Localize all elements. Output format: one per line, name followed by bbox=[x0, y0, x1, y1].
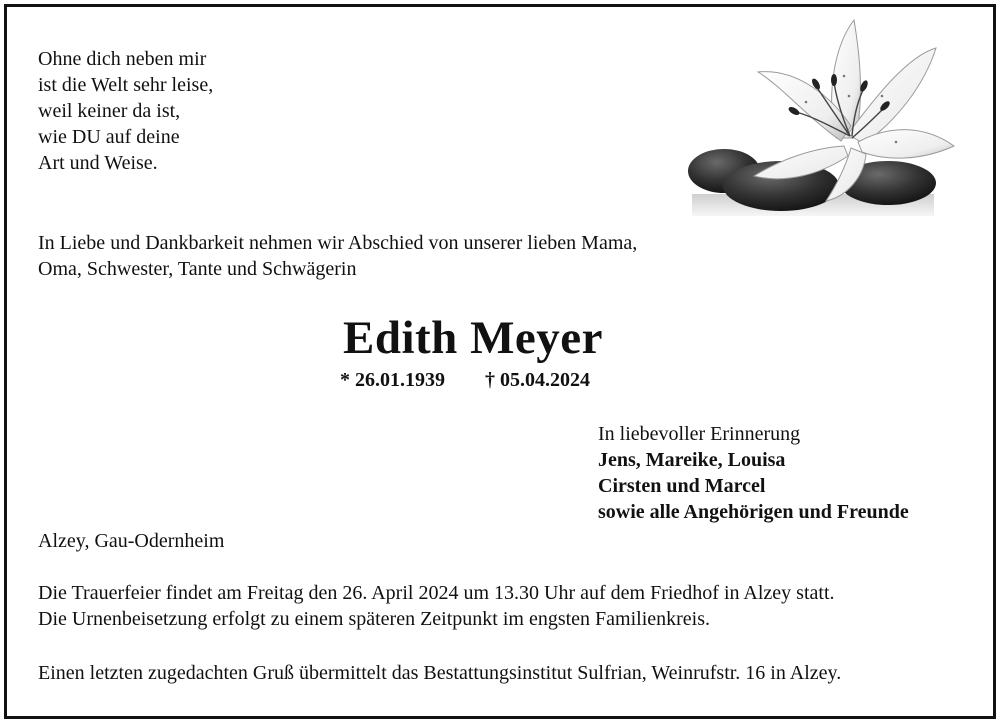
family-names-line: Cirsten und Marcel bbox=[598, 475, 766, 497]
deceased-name: Edith Meyer bbox=[342, 312, 604, 364]
death-date: † 05.04.2024 bbox=[485, 369, 590, 391]
place-line: Alzey, Gau-Odernheim bbox=[38, 530, 225, 552]
lily-on-stones-icon bbox=[686, 16, 958, 218]
service-info bbox=[38, 580, 835, 632]
poem-line: Ohne dich neben mir bbox=[38, 48, 207, 70]
poem-line: ist die Welt sehr leise, bbox=[38, 74, 214, 96]
service-line: Die Trauerfeier findet am Freitag den 26. April 2024 um 13.30 Uhr auf dem Friedhof in Alzey statt. bbox=[38, 582, 835, 604]
birth-date: * 26.01.1939 bbox=[340, 369, 445, 391]
intro-line: In Liebe und Dankbarkeit nehmen wir Abschied von unserer lieben Mama, bbox=[38, 232, 638, 254]
poem-line: wie DU auf deine bbox=[38, 126, 180, 148]
intro-text bbox=[38, 230, 637, 282]
life-dates bbox=[340, 367, 590, 393]
service-line: Die Urnenbeisetzung erfolgt zu einem späteren Zeitpunkt im engsten Familienkreis. bbox=[38, 608, 711, 630]
funeral-home-greeting: Einen letzten zugedachten Gruß übermittelt das Bestattungsinstitut Sulfrian, Weinrufstr. 16 in Alzey. bbox=[38, 662, 842, 684]
poem-line: Art und Weise. bbox=[38, 152, 158, 174]
family-names-line: sowie alle Angehörigen und Freunde bbox=[598, 501, 909, 523]
intro-line: Oma, Schwester, Tante und Schwägerin bbox=[38, 258, 357, 280]
family-heading: In liebevoller Erinnerung bbox=[598, 423, 801, 445]
family-signature bbox=[598, 421, 909, 525]
poem-line: weil keiner da ist, bbox=[38, 100, 181, 122]
poem bbox=[38, 46, 213, 176]
family-names-line: Jens, Mareike, Louisa bbox=[598, 449, 786, 471]
